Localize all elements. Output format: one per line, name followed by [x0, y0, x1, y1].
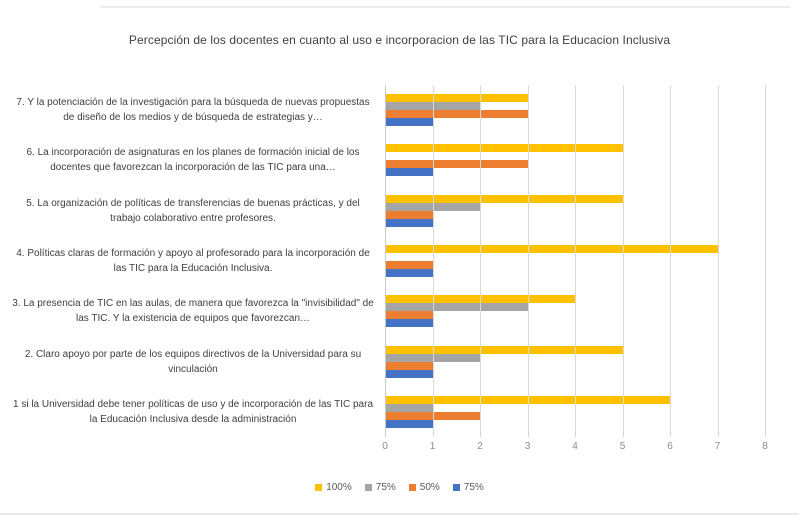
bar-50%	[385, 311, 433, 319]
x-tick-label: 5	[619, 441, 626, 452]
bar-50%	[385, 261, 433, 269]
category-label: 6. La incorporación de asignaturas en los planes de formación inicial de los docentes que favorezcan la incorporación de las TIC para una…	[26, 147, 360, 174]
legend-swatch-icon	[409, 484, 416, 491]
category-axis	[12, 85, 378, 437]
category-label: 3. La presencia de TIC en las aulas, de manera que favorezca la "invisibilidad" de las TIC. Y la existencia de equipos que favorezcan…	[12, 298, 374, 325]
x-tick-label: 4	[572, 441, 578, 452]
legend	[0, 482, 799, 493]
bar-75%	[385, 219, 433, 227]
x-tick-label: 7	[714, 441, 721, 452]
bar-100%	[385, 346, 623, 354]
bar-75%	[385, 269, 433, 277]
bar-50%	[385, 211, 433, 219]
gridline	[528, 85, 529, 437]
x-tick-label: 3	[524, 441, 531, 452]
plot-area	[385, 85, 765, 437]
legend-label: 50%	[419, 482, 440, 493]
x-tick-label: 6	[667, 441, 673, 452]
legend-item	[365, 482, 396, 493]
bar-75%	[385, 168, 433, 176]
legend-label: 75%	[463, 482, 484, 493]
legend-swatch-icon	[315, 484, 322, 491]
category-label: 4. Políticas claras de formación y apoyo al profesorado para la incorporación de las TIC para la Educación Inclusiva.	[16, 247, 370, 274]
gridline	[575, 85, 576, 437]
legend-item	[453, 482, 484, 493]
gridline	[433, 85, 434, 437]
bar-50%	[385, 160, 528, 168]
bar-75%	[385, 404, 433, 412]
gridline	[670, 85, 671, 437]
legend-swatch-icon	[453, 484, 460, 491]
gridline	[765, 85, 766, 437]
gridline	[623, 85, 624, 437]
legend-item	[409, 482, 440, 493]
legend-item	[315, 482, 352, 493]
bar-75%	[385, 303, 528, 311]
x-tick-label: 1	[429, 441, 436, 452]
gridline	[385, 85, 386, 437]
bar-75%	[385, 118, 433, 126]
value-axis	[382, 441, 768, 455]
legend-label: 100%	[326, 482, 352, 493]
category-label: 5. La organización de políticas de transferencias de buenas prácticas, y del trabajo colaborativo entre profesores.	[26, 197, 360, 224]
category-label: 1 si la Universidad debe tener políticas de uso y de incorporación de las TIC para la Educación Inclusiva desde la administración	[12, 398, 374, 425]
bar-100%	[385, 245, 718, 253]
bar-100%	[385, 94, 528, 102]
x-tick-label: 2	[477, 441, 483, 452]
gridline	[480, 85, 481, 437]
legend-label: 75%	[375, 482, 396, 493]
chart-title: Percepción de los docentes en cuanto al uso e incorporacion de las TIC para la Educacion Inclusiva	[128, 33, 671, 47]
bar-100%	[385, 144, 623, 152]
bar-50%	[385, 110, 528, 118]
gridline	[718, 85, 719, 437]
bar-75%	[385, 319, 433, 327]
bar-50%	[385, 362, 433, 370]
category-label: 2. Claro apoyo por parte de los equipos directivos de la Universidad para su vinculación	[24, 348, 362, 375]
category-label: 7. Y la potenciación de la investigación para la búsqueda de nuevas propuestas de diseño de los medios y de búsqueda de estrategias y…	[16, 97, 370, 124]
bar-100%	[385, 195, 623, 203]
legend-swatch-icon	[365, 484, 372, 491]
bottom-divider	[0, 513, 799, 515]
top-divider	[100, 6, 790, 8]
x-tick-label: 8	[762, 441, 768, 452]
bar-75%	[385, 420, 433, 428]
x-tick-label: 0	[382, 441, 388, 452]
bar-75%	[385, 370, 433, 378]
